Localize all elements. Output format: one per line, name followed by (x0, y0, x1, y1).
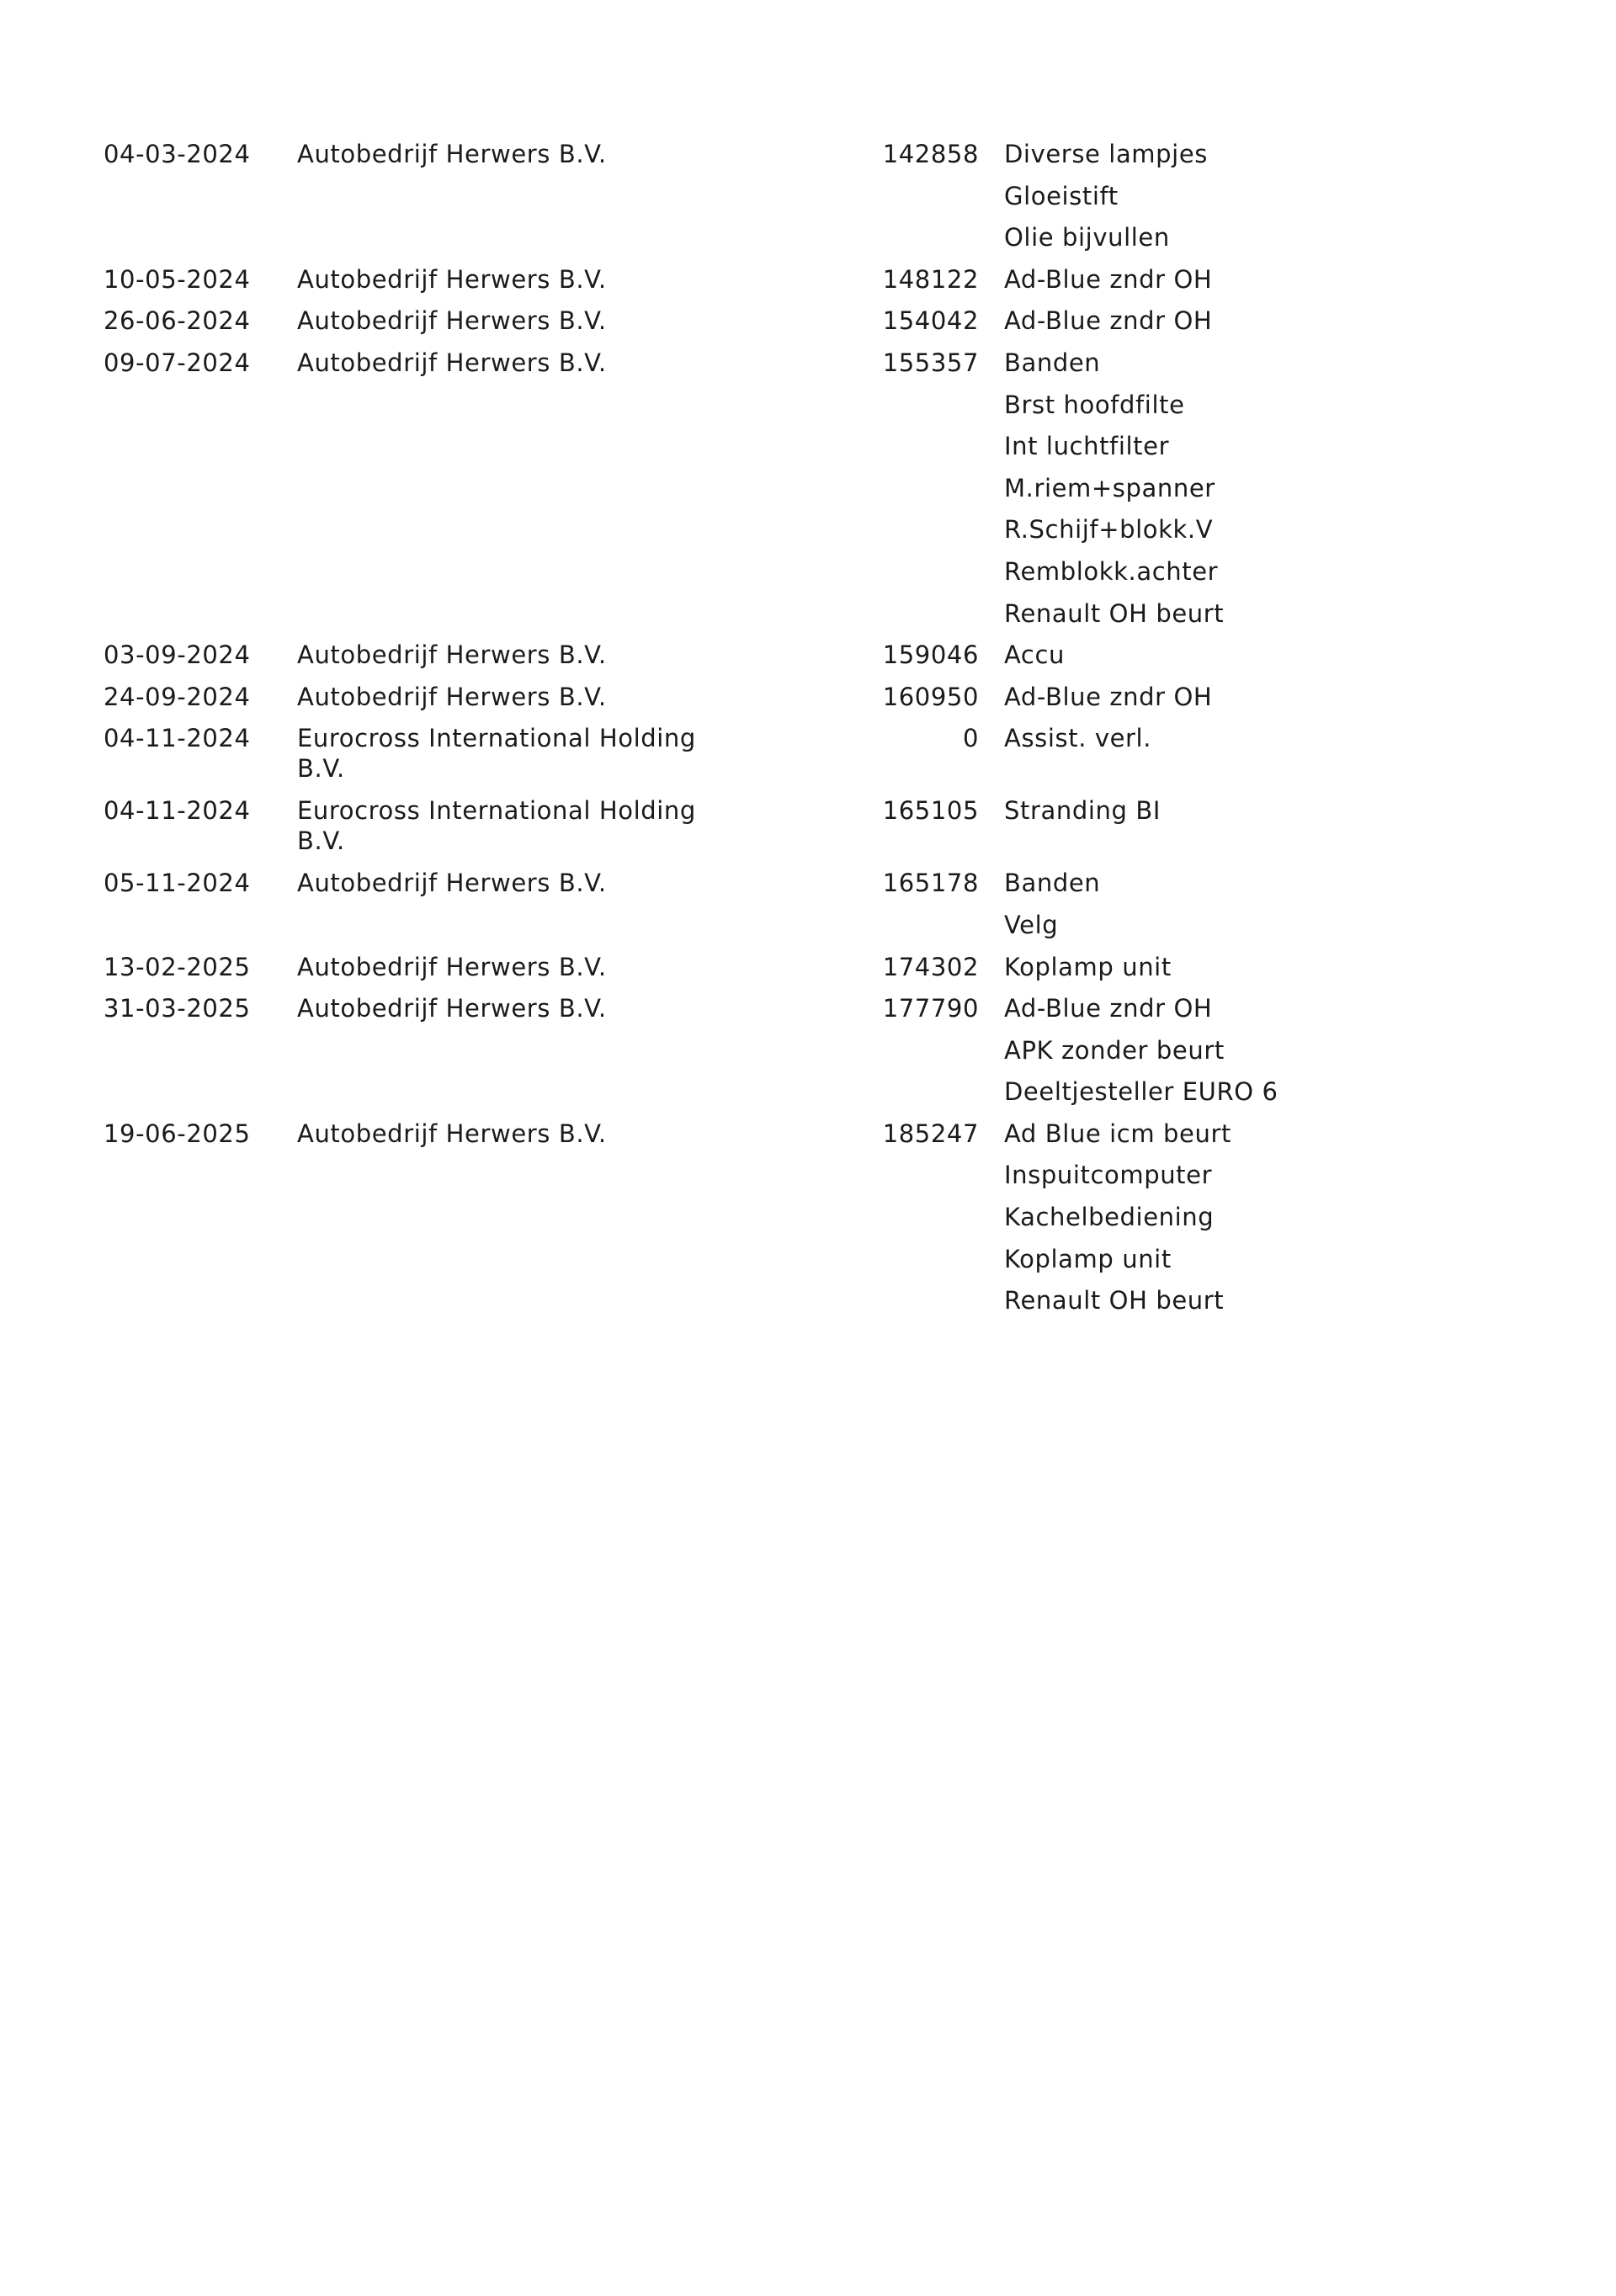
entry-work-items (979, 630, 1332, 672)
entry-company: Autobedrijf Herwers B.V. (297, 264, 607, 294)
work-item: Inspuitcomputer (1004, 1161, 1213, 1190)
entry-mileage: 159046 (882, 640, 979, 670)
entry-mileage: 177790 (882, 994, 979, 1023)
entry-date: 04-11-2024 (104, 796, 251, 826)
entry-mileage: 185247 (882, 1119, 979, 1148)
entry-mileage: 148122 (882, 264, 979, 294)
history-entry (104, 254, 1332, 296)
entry-company: Autobedrijf Herwers B.V. (297, 682, 607, 711)
entry-date: 26-06-2024 (104, 306, 251, 336)
work-item: Assist. verl. (1004, 724, 1152, 753)
work-item: Diverse lampjes (1004, 140, 1208, 168)
history-entry (104, 713, 1332, 785)
history-entry (104, 672, 1332, 714)
work-item: Renault OH beurt (1004, 1286, 1225, 1315)
entry-work-items (979, 254, 1332, 296)
work-item: Int luchtfilter (1004, 432, 1170, 461)
entry-date: 05-11-2024 (104, 869, 251, 898)
entry-company: Autobedrijf Herwers B.V. (297, 1119, 607, 1148)
work-item: Koplamp unit (1004, 952, 1172, 981)
entry-mileage: 155357 (882, 348, 979, 377)
work-item: Koplamp unit (1004, 1244, 1172, 1273)
entry-company: Autobedrijf Herwers B.V. (297, 140, 607, 168)
entry-date: 31-03-2025 (104, 994, 251, 1023)
entry-company: Autobedrijf Herwers B.V. (297, 869, 607, 898)
work-item: Deeltjesteller EURO 6 (1004, 1077, 1278, 1107)
maintenance-history-list (104, 129, 1332, 1317)
entry-work-items (979, 785, 1332, 858)
work-item: Ad Blue icm beurt (1004, 1119, 1231, 1148)
history-entry (104, 942, 1332, 984)
entry-company: Eurocross International Holding B.V. (297, 724, 696, 784)
work-item: APK zonder beurt (1004, 1035, 1225, 1065)
entry-date: 04-03-2024 (104, 140, 251, 168)
entry-mileage: 174302 (882, 952, 979, 981)
entry-mileage: 165178 (882, 869, 979, 898)
work-item: Renault OH beurt (1004, 598, 1225, 628)
entry-work-items (979, 858, 1332, 941)
work-item: Olie bijvullen (1004, 223, 1170, 252)
history-entry (104, 295, 1332, 337)
entry-company: Autobedrijf Herwers B.V. (297, 306, 607, 336)
entry-company: Eurocross International Holding B.V. (297, 796, 696, 856)
history-entry (104, 1108, 1332, 1317)
entry-mileage: 0 (962, 724, 979, 753)
work-item: Stranding BI (1004, 796, 1161, 826)
work-item: Gloeistift (1004, 181, 1119, 210)
history-entry (104, 630, 1332, 672)
entry-work-items (979, 713, 1332, 785)
work-item: Banden (1004, 348, 1101, 377)
history-entry (104, 983, 1332, 1108)
work-item: M.riem+spanner (1004, 473, 1215, 502)
history-entry (104, 129, 1332, 254)
history-entry (104, 785, 1332, 858)
entry-company: Autobedrijf Herwers B.V. (297, 952, 607, 981)
work-item: Accu (1004, 640, 1065, 670)
entry-work-items (979, 983, 1332, 1108)
work-item: Ad-Blue zndr OH (1004, 682, 1213, 711)
work-item: Brst hoofdfilte (1004, 390, 1185, 419)
work-item: Remblokk.achter (1004, 556, 1219, 586)
history-entry (104, 337, 1332, 630)
work-item: Ad-Blue zndr OH (1004, 994, 1213, 1023)
entry-company: Autobedrijf Herwers B.V. (297, 348, 607, 377)
entry-date: 04-11-2024 (104, 724, 251, 753)
entry-work-items (979, 942, 1332, 984)
entry-work-items (979, 295, 1332, 337)
work-item: Ad-Blue zndr OH (1004, 306, 1213, 336)
entry-date: 03-09-2024 (104, 640, 251, 670)
entry-mileage: 154042 (882, 306, 979, 336)
work-item: Velg (1004, 910, 1059, 939)
entry-company: Autobedrijf Herwers B.V. (297, 994, 607, 1023)
work-item: R.Schijf+blokk.V (1004, 515, 1214, 545)
work-item: Kachelbediening (1004, 1203, 1215, 1232)
entry-mileage: 160950 (882, 682, 979, 711)
entry-mileage: 142858 (882, 140, 979, 168)
entry-date: 19-06-2025 (104, 1119, 251, 1148)
entry-date: 10-05-2024 (104, 264, 251, 294)
entry-date: 13-02-2025 (104, 952, 251, 981)
entry-company: Autobedrijf Herwers B.V. (297, 640, 607, 670)
work-item: Ad-Blue zndr OH (1004, 264, 1213, 294)
entry-work-items (979, 672, 1332, 714)
entry-date: 09-07-2024 (104, 348, 251, 377)
work-item: Banden (1004, 869, 1101, 898)
entry-work-items (979, 337, 1332, 630)
history-entry (104, 858, 1332, 941)
entry-date: 24-09-2024 (104, 682, 251, 711)
entry-work-items (979, 1108, 1332, 1317)
entry-work-items (979, 129, 1332, 254)
entry-mileage: 165105 (882, 796, 979, 826)
